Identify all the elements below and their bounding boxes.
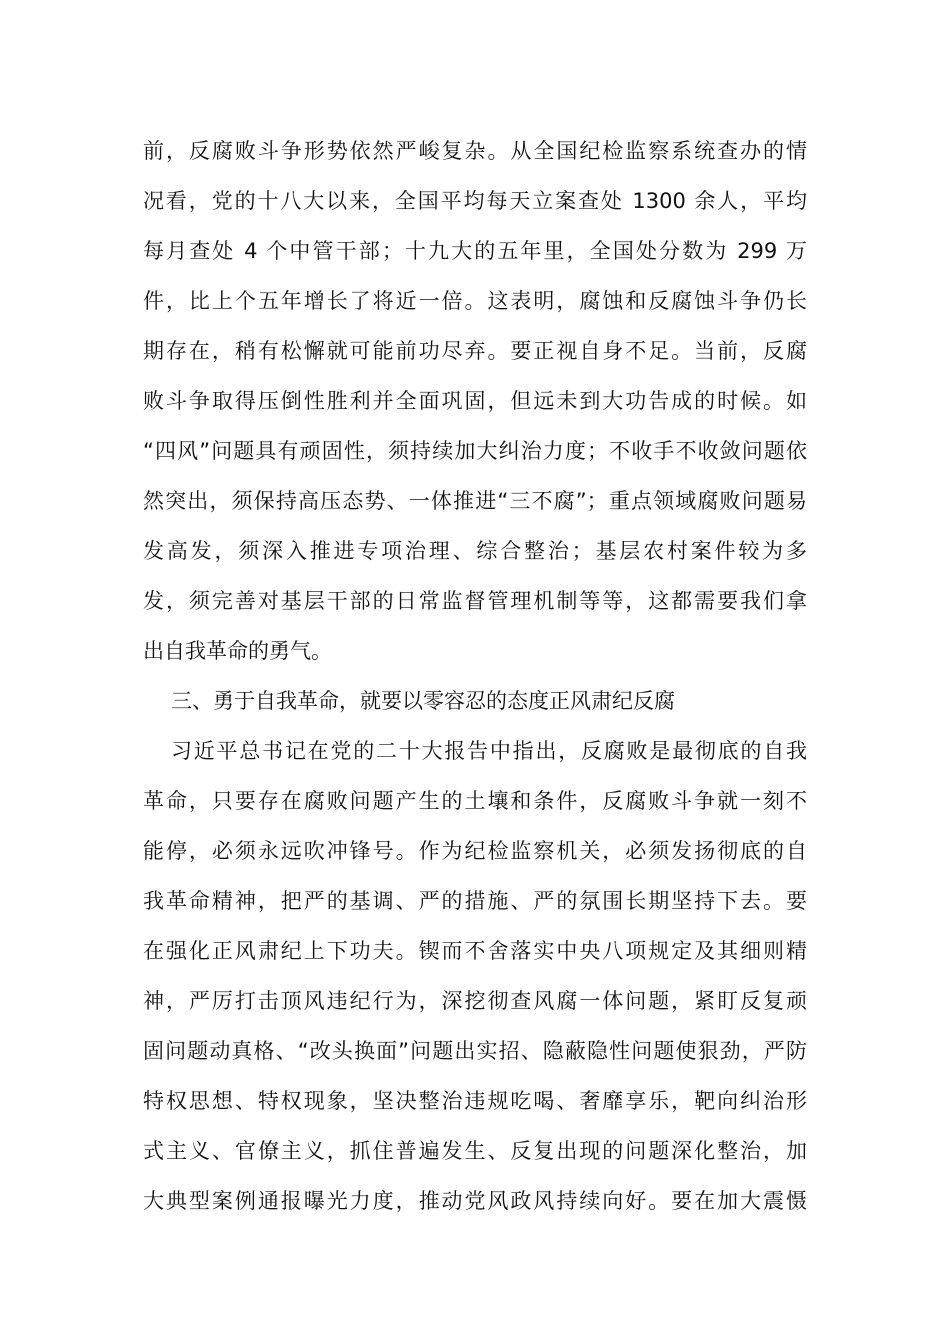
text-line: 件，比上个五年增长了将近一倍。这表明，腐蚀和反腐蚀斗争仍长 xyxy=(143,289,807,313)
text-line: 期存在，稍有松懈就可能前功尽弃。要正视自身不足。当前，反腐 xyxy=(143,339,807,363)
text-line: 神，严厉打击顶风违纪行为，深挖彻查风腐一体问题，紧盯反复顽 xyxy=(143,989,807,1013)
document-body xyxy=(143,126,807,1226)
text-line: 在强化正风肃纪上下功夫。锲而不舍落实中央八项规定及其细则精 xyxy=(143,939,807,963)
text-line: 式主义、官僚主义，抓住普遍发生、反复出现的问题深化整治，加 xyxy=(143,1139,807,1163)
text-line: 况看，党的十八大以来，全国平均每天立案查处 1300 余人，平均 xyxy=(143,189,807,213)
text-line: 败斗争取得压倒性胜利并全面巩固，但远未到大功告成的时候。如 xyxy=(143,389,807,413)
text-line: 然突出，须保持高压态势、一体推进“三不腐”；重点领域腐败问题易 xyxy=(143,489,807,513)
text-line: 发，须完善对基层干部的日常监督管理机制等等，这都需要我们拿 xyxy=(143,589,807,613)
text-line: “四风”问题具有顽固性，须持续加大纠治力度；不收手不收敛问题依 xyxy=(143,439,807,463)
text-line: 前，反腐败斗争形势依然严峻复杂。从全国纪检监察系统查办的情 xyxy=(143,139,807,163)
text-line: 出自我革命的勇气。 xyxy=(143,639,332,663)
text-line: 能停，必须永远吹冲锋号。作为纪检监察机关，必须发扬彻底的自 xyxy=(143,839,807,863)
text-line: 特权思想、特权现象，坚决整治违规吃喝、奢靡享乐，靶向纠治形 xyxy=(143,1089,807,1113)
text-line: 大典型案例通报曝光力度，推动党风政风持续向好。要在加大震慑 xyxy=(143,1189,807,1213)
text-line: 固问题动真格、“改头换面”问题出实招、隐蔽隐性问题使狠劲，严防 xyxy=(143,1039,807,1063)
text-line: 发高发，须深入推进专项治理、综合整治；基层农村案件较为多 xyxy=(143,539,807,563)
text-line: 习近平总书记在党的二十大报告中指出，反腐败是最彻底的自我 xyxy=(171,739,807,763)
paragraph-1 xyxy=(143,126,807,676)
text-line: 每月查处 4 个中管干部；十九大的五年里，全国处分数为 299 万 xyxy=(143,239,807,263)
section-heading-3: 三、勇于自我革命，就要以零容忍的态度正风肃纪反腐 xyxy=(171,689,675,713)
text-line: 我革命精神，把严的基调、严的措施、严的氛围长期坚持下去。要 xyxy=(143,889,807,913)
paragraph-2 xyxy=(143,726,807,1226)
text-line: 革命，只要存在腐败问题产生的土壤和条件，反腐败斗争就一刻不 xyxy=(143,789,807,813)
